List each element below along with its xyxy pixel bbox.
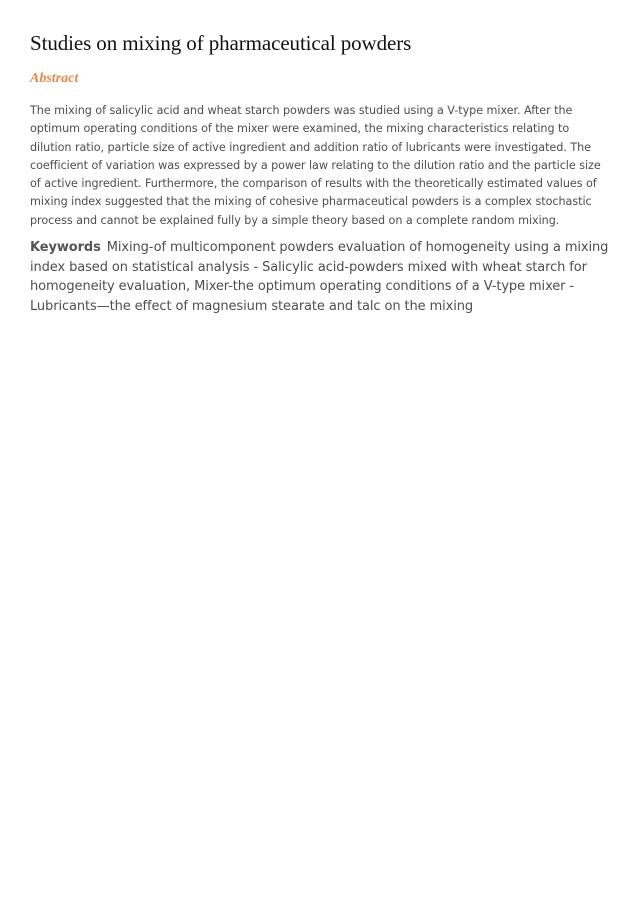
abstract-heading: Abstract [30, 71, 79, 86]
abstract-text: The mixing of salicylic acid and wheat starch powders was studied using a V-type mixer. After the optimum operating conditions of the mixer were examined, the mixing characteristics relating to dilution ratio, particle size of active ingredient and addition ratio of lubricants were investigated. The coefficient of variation was expressed by a power law relating to the dilution ratio and the particle size of active ingredient. Furthermore, the comparison of results with the theoretically estimated values of mixing index suggested that the mixing of cohesive pharmaceutical powders is a complex stochastic process and cannot be explained fully by a simple theory based on a complete random mixing. [30, 104, 601, 227]
keywords-section [30, 238, 610, 316]
keywords-label: Keywords [30, 240, 101, 256]
keywords-text: Mixing-of multicomponent powders evaluation of homogeneity using a mixing index based on statistical analysis - Salicylic acid-powders mixed with wheat starch for homogeneity evaluation, Mixer-the optimum operating conditions of a V-type mixer - Lubricants—the effect of magnesium stearate and talc on the mixing [30, 240, 609, 314]
paper-title: Studies on mixing of pharmaceutical powders [30, 31, 412, 55]
paper-page [30, 30, 610, 316]
